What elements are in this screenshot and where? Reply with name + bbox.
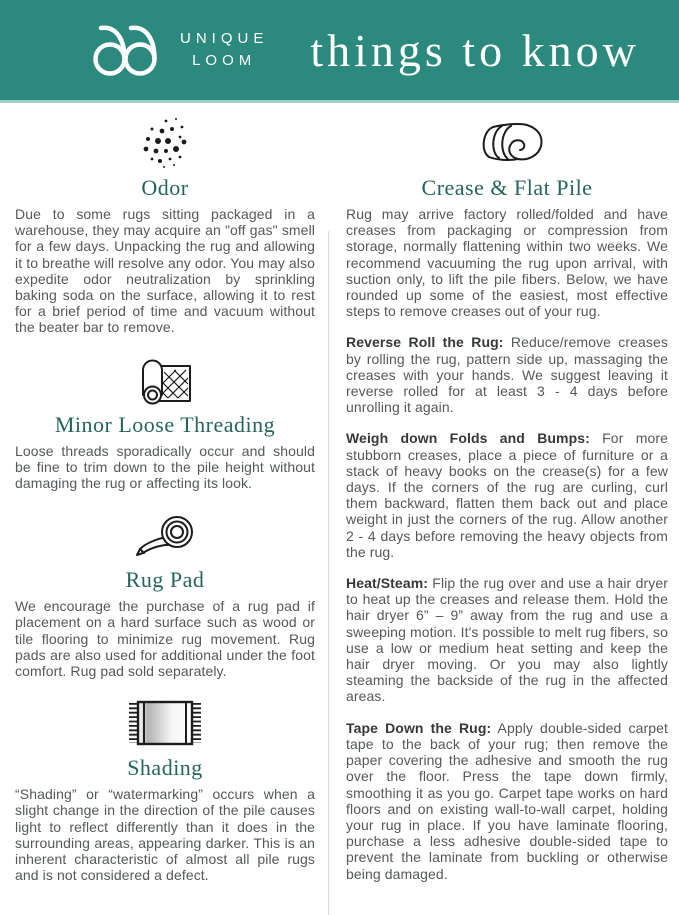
tip-text-tape-down: Apply double-sided carpet tape to the back of your rug; then remove the paper covering the adhesive and smooth the rug over the floor. Press the tape down firmly, smoothing it as you go. Carpet tape works on hard floors and on existing wall-to-wall carpet, holding your rug in place. If you have laminate flooring, purchase a less adhesive double-sided tape to prevent the laminate from buckling or otherwise being damaged. [346, 719, 668, 882]
section-rug-pad [15, 509, 315, 679]
rolled-rug-spiral-icon [469, 117, 545, 169]
section-heading-odor: Odor [141, 175, 189, 200]
page-title: things to know [310, 24, 640, 76]
right-column [346, 117, 668, 915]
tip-reverse-roll [346, 334, 668, 415]
unique-loom-logo-icon [86, 19, 170, 81]
tip-tape-down [346, 720, 668, 882]
crease-intro-paragraph: Rug may arrive factory rolled/folded and have creases from packaging or compression from storage, normally flattening within two weeks. We recommend vacuuming the rug upon arrival, with suction only, to lift the pile fibers. Below, we have rounded up some of the easiest, most effective steps to remove creases out of your rug. [346, 206, 668, 320]
section-heading-crease-flat-pile: Crease & Flat Pile [421, 175, 593, 200]
section-crease-flat-pile [346, 117, 668, 897]
section-body-rug-pad: We encourage the purchase of a rug pad if placement on a hard surface such as wood or tile flooring to minimize rug movement. Rug pads are also used for additional under the foot comfort. Rug pad sold separately. [15, 598, 315, 680]
tip-label-reverse-roll: Reverse Roll the Rug: [346, 334, 504, 351]
brand-logo [86, 19, 268, 81]
section-shading [15, 697, 315, 883]
section-body-loose-threading: Loose threads sporadically occur and should be fine to trim down to the pile height without damaging the rug or affecting its look. [15, 442, 315, 492]
left-column [15, 117, 315, 915]
section-body-shading: “Shading” or “watermarking” occurs when a slight change in the direction of the pile causes light to reflect differently than it does in the surrounding areas, appearing darker. This is an inherent characteristic of almost all pile rugs and is not considered a defect. [15, 786, 315, 884]
brand-name [180, 28, 268, 72]
section-body-odor: Due to some rugs sitting packaged in a warehouse, they may acquire an "off gas" smell for a few days. Unpacking the rug and allowing it to breathe will resolve any odor. You may also expedite odor neutralization by sprinkling baking soda on the surface, allowing it to rest for a brief period of time and vacuum without the beater bar to remove. [15, 206, 315, 336]
tip-text-reverse-roll: Reduce/remove creases by rolling the rug, pattern side up, massaging the creases with your hands. We suggest leaving it reverse rolled for at least 3 - 4 days before unrolling it again. [346, 334, 669, 416]
unrolling-rug-icon [136, 354, 194, 406]
tip-label-heat-steam: Heat/Steam: [346, 575, 429, 592]
tip-weigh-down [346, 430, 668, 560]
tip-text-heat-steam: Flip the rug over and use a hair dryer to heat up the creases and release them. Hold the hair dryer 6” – 9” away from the rug and use a sweeping motion. It's possible to melt rug fibers, so use a low or medium heat setting and keep the hair dryer moving. Or you may also lightly steaming the backside of the rug in the affected areas. [346, 575, 668, 705]
section-loose-threading [15, 354, 315, 492]
section-odor [15, 117, 315, 336]
brand-line2: LOOM [192, 52, 257, 69]
shaded-rug-icon [126, 697, 204, 749]
odor-particles-icon [137, 117, 193, 169]
tip-heat-steam [346, 575, 668, 705]
column-divider [328, 231, 329, 915]
section-heading-rug-pad: Rug Pad [125, 567, 205, 593]
content-area [0, 103, 679, 915]
rug-pad-roll-icon [134, 509, 196, 561]
tip-text-weigh-down: For more stubborn creases, place a piece of furniture or a stack of heavy books on the crease(s) for a few days. If the corners of the rug are curling, curl them backward, flatten them back out and place weight in just the corners of the rug. Allow another 2 - 4 days before removing the heavy objects from the rug. [346, 430, 668, 560]
brand-line1: UNIQUE [180, 30, 269, 48]
tip-label-weigh-down: Weigh down Folds and Bumps: [346, 430, 590, 447]
section-heading-loose-threading: Minor Loose Threading [54, 411, 276, 437]
header-banner [0, 0, 679, 103]
section-heading-shading: Shading [127, 755, 203, 781]
tip-label-tape-down: Tape Down the Rug: [346, 719, 492, 736]
